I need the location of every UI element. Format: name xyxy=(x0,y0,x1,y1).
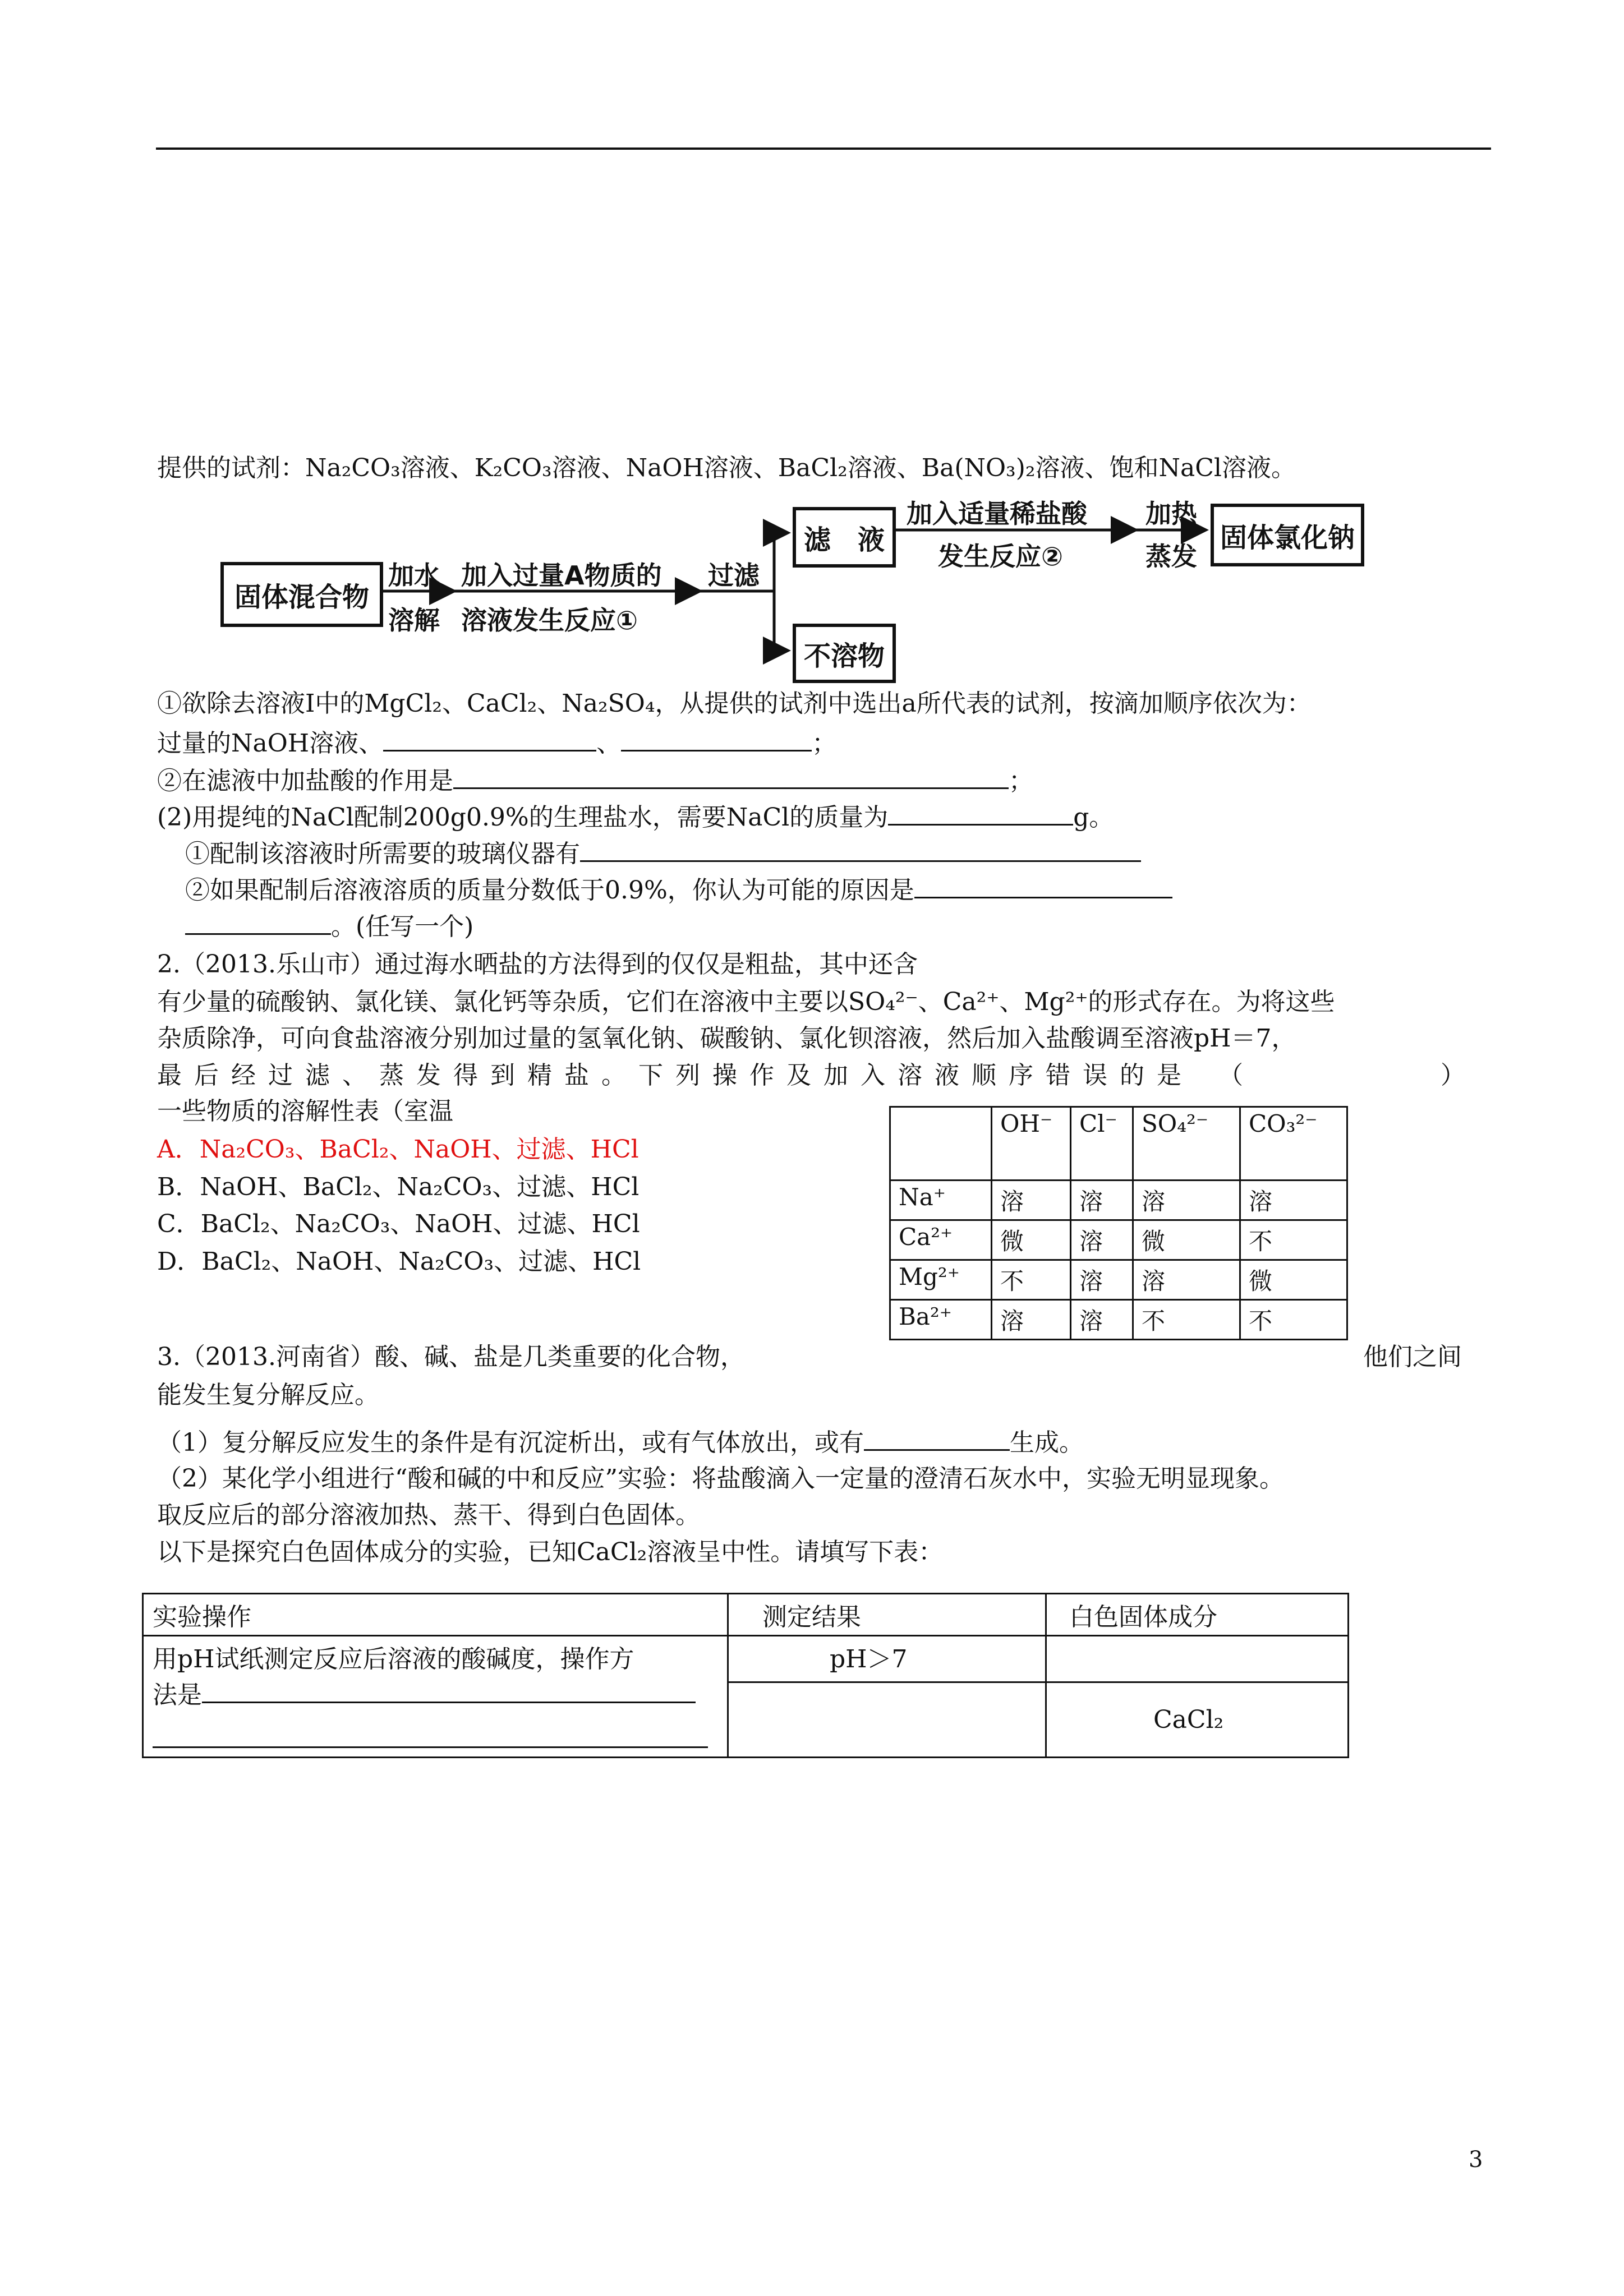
flow-start-box: 固体混合物 xyxy=(220,562,383,627)
q3-line1: 3.（2013.河南省）酸、碱、盐是几类重要的化合物， xyxy=(157,1343,745,1371)
table-cell: 微 xyxy=(1240,1260,1347,1300)
experiment-header-row xyxy=(143,1594,1349,1636)
table-cell: 溶 xyxy=(1071,1300,1133,1340)
table-cell: 溶 xyxy=(1240,1181,1347,1220)
table-cell: Ca²⁺ xyxy=(890,1220,992,1260)
q2-option-a: A．Na₂CO₃、BaCl₂、NaOH、过滤、HCl xyxy=(157,1135,639,1164)
operation-text-1: 用pH试纸测定反应后溶液的酸碱度，操作方 xyxy=(153,1645,634,1673)
q3-line2: 能发生复分解反应。 xyxy=(157,1381,379,1409)
flow-step2-top: 加入过量A物质的 xyxy=(461,560,662,591)
table-header-cell xyxy=(890,1107,992,1181)
q3-line3 xyxy=(157,1424,1084,1460)
q3-line5: 取反应后的部分溶液加热、蒸干、得到白色固体。 xyxy=(157,1501,700,1529)
table-cell: pH＞7 xyxy=(728,1636,1046,1682)
flow-insoluble-box: 不溶物 xyxy=(793,624,896,683)
table-row xyxy=(890,1260,1347,1300)
q1-answer-blank-6[interactable] xyxy=(914,872,1172,898)
table-cell: 微 xyxy=(1133,1220,1240,1260)
q3-answer-blank-1[interactable] xyxy=(864,1424,1010,1451)
table-cell: 微 xyxy=(992,1220,1071,1260)
q1-line6 xyxy=(185,872,1172,907)
q1-answer-blank-4[interactable] xyxy=(888,799,1073,826)
q1-line3-end: ； xyxy=(1009,767,1033,795)
table-header-cell: 测定结果 xyxy=(728,1594,1046,1636)
q1-answer-blank-5[interactable] xyxy=(580,836,1141,862)
q1-line4-suffix: g。 xyxy=(1073,803,1114,832)
q3-line3-suffix: 生成。 xyxy=(1010,1428,1084,1457)
table-cell: 溶 xyxy=(1071,1260,1133,1300)
flow-step4-top: 加热 xyxy=(1145,499,1197,529)
table-row xyxy=(890,1300,1347,1340)
reagents-line: 提供的试剂：Na₂CO₃溶液、K₂CO₃溶液、NaOH溶液、BaCl₂溶液、Ba(NO₃)₂溶液、饱和NaCl溶液。 xyxy=(157,454,1296,482)
flow-step1-top: 加水 xyxy=(388,560,440,591)
q1-answer-blank-2[interactable] xyxy=(621,725,812,751)
table-cell: 溶 xyxy=(1133,1181,1240,1220)
table-row xyxy=(890,1181,1347,1220)
table-header-cell: CO₃²⁻ xyxy=(1240,1107,1347,1181)
experiment-table xyxy=(142,1593,1349,1758)
operation-text-3-row xyxy=(153,1722,718,1754)
solubility-table xyxy=(889,1106,1348,1340)
table-cell: 溶 xyxy=(992,1181,1071,1220)
q3-line3-prefix: （1）复分解反应发生的条件是有沉淀析出，或有气体放出，或有 xyxy=(157,1428,864,1457)
table-cell: 溶 xyxy=(1071,1181,1133,1220)
table-cell: Na⁺ xyxy=(890,1181,992,1220)
table-cell: 溶 xyxy=(1071,1220,1133,1260)
table-cell-answer[interactable] xyxy=(1046,1636,1349,1682)
operation-text-2: 法是 xyxy=(153,1681,202,1709)
table-header-cell: OH⁻ xyxy=(992,1107,1071,1181)
table-cell: CaCl₂ xyxy=(1046,1682,1349,1757)
q1-line2 xyxy=(157,725,836,760)
q1-line3-prefix: ②在滤液中加盐酸的作用是 xyxy=(157,767,453,795)
flow-step3-bottom: 发生反应② xyxy=(938,541,1063,571)
page-number: 3 xyxy=(1469,2147,1483,2173)
flow-step1-bottom: 溶解 xyxy=(388,605,440,635)
table-cell: 溶 xyxy=(992,1300,1071,1340)
q3-line4: （2）某化学小组进行“酸和碱的中和反应”实验：将盐酸滴入一定量的澄清石灰水中，实验无明显现象。 xyxy=(157,1464,1284,1493)
q1-line1: ①欲除去溶液Ⅰ中的MgCl₂、CaCl₂、Na₂SO₄，从提供的试剂中选出a所代表的试剂，按滴加顺序依次为： xyxy=(157,689,1312,718)
flow-arrows xyxy=(0,0,1624,729)
q1-line4 xyxy=(157,799,1114,835)
flow-step4-bottom: 蒸发 xyxy=(1145,541,1197,571)
q3-line1-right: 他们之间 xyxy=(1363,1343,1462,1371)
q1-line7 xyxy=(185,909,473,944)
table-row xyxy=(143,1636,1349,1682)
q3-answer-blank-3[interactable] xyxy=(153,1722,708,1748)
q2-line5: 一些物质的溶解性表（室温 xyxy=(157,1097,453,1126)
q1-line6-prefix: ②如果配制后溶液溶质的质量分数低于0.9%，你认为可能的原因是 xyxy=(185,876,914,905)
q2-option-d: D．BaCl₂、NaOH、Na₂CO₃、过滤、HCl xyxy=(157,1247,641,1276)
q2-line2: 有少量的硫酸钠、氯化镁、氯化钙等杂质，它们在溶液中主要以SO₄²⁻、Ca²⁺、Mg²⁺的形式存在。为将这些 xyxy=(157,988,1335,1016)
flow-step2-bottom: 溶液发生反应① xyxy=(461,605,638,635)
table-cell: 溶 xyxy=(1133,1260,1240,1300)
q1-line4-prefix: (2)用提纯的NaCl配制200g0.9%的生理盐水，需要NaCl的质量为 xyxy=(157,803,889,832)
table-header-cell: Cl⁻ xyxy=(1071,1107,1133,1181)
q3-line6: 以下是探究白色固体成分的实验，已知CaCl₂溶液呈中性。请填写下表： xyxy=(157,1538,944,1566)
q1-line5 xyxy=(185,836,1141,871)
table-cell: Mg²⁺ xyxy=(890,1260,992,1300)
flow-filter: 过滤 xyxy=(708,560,760,591)
table-header-cell: 白色固体成分 xyxy=(1046,1594,1349,1636)
q1-line2-prefix: 过量的NaOH溶液、 xyxy=(157,729,384,758)
table-header-cell: 实验操作 xyxy=(143,1594,728,1636)
q2-line3: 杂质除净，可向食盐溶液分别加过量的氢氧化钠、碳酸钠、氯化钡溶液，然后加入盐酸调至溶液pH＝7， xyxy=(157,1024,1296,1053)
q1-line5-prefix: ①配制该溶液时所需要的玻璃仪器有 xyxy=(185,840,580,868)
q2-option-b: B．NaOH、BaCl₂、Na₂CO₃、过滤、HCl xyxy=(157,1173,640,1201)
q3-answer-blank-2[interactable] xyxy=(202,1677,696,1703)
q1-answer-blank-7[interactable] xyxy=(185,909,331,935)
q2-line1: 2.（2013.乐山市）通过海水晒盐的方法得到的仅仅是粗盐，其中还含 xyxy=(157,950,918,979)
operation-text-2-row xyxy=(153,1675,718,1711)
q2-option-c: C．BaCl₂、Na₂CO₃、NaOH、过滤、HCl xyxy=(157,1210,640,1238)
q1-line7-suffix: 。(任写一个) xyxy=(331,912,474,941)
q2-line4: 最后经过滤、蒸发得到精盐。下列操作及加入溶液顺序错误的是 （ ） xyxy=(157,1061,1478,1090)
table-cell-operation xyxy=(143,1636,728,1758)
flow-filtrate-box: 滤 液 xyxy=(793,507,896,568)
table-cell: 不 xyxy=(992,1260,1071,1300)
table-cell: 不 xyxy=(1240,1300,1347,1340)
q1-semicolon: ； xyxy=(812,729,837,758)
flow-product-box: 固体氯化钠 xyxy=(1211,504,1364,566)
q1-answer-blank-1[interactable] xyxy=(383,725,596,751)
table-header-cell: SO₄²⁻ xyxy=(1133,1107,1240,1181)
q1-line3 xyxy=(157,763,1033,798)
table-cell: 不 xyxy=(1133,1300,1240,1340)
table-cell: Ba²⁺ xyxy=(890,1300,992,1340)
solubility-header-row xyxy=(890,1107,1347,1181)
table-cell: 不 xyxy=(1240,1220,1347,1260)
q1-answer-blank-3[interactable] xyxy=(453,763,1009,789)
q1-sep: 、 xyxy=(596,729,622,758)
table-row xyxy=(890,1220,1347,1260)
table-cell-answer[interactable] xyxy=(728,1682,1046,1757)
flow-step3-top: 加入适量稀盐酸 xyxy=(907,499,1087,529)
